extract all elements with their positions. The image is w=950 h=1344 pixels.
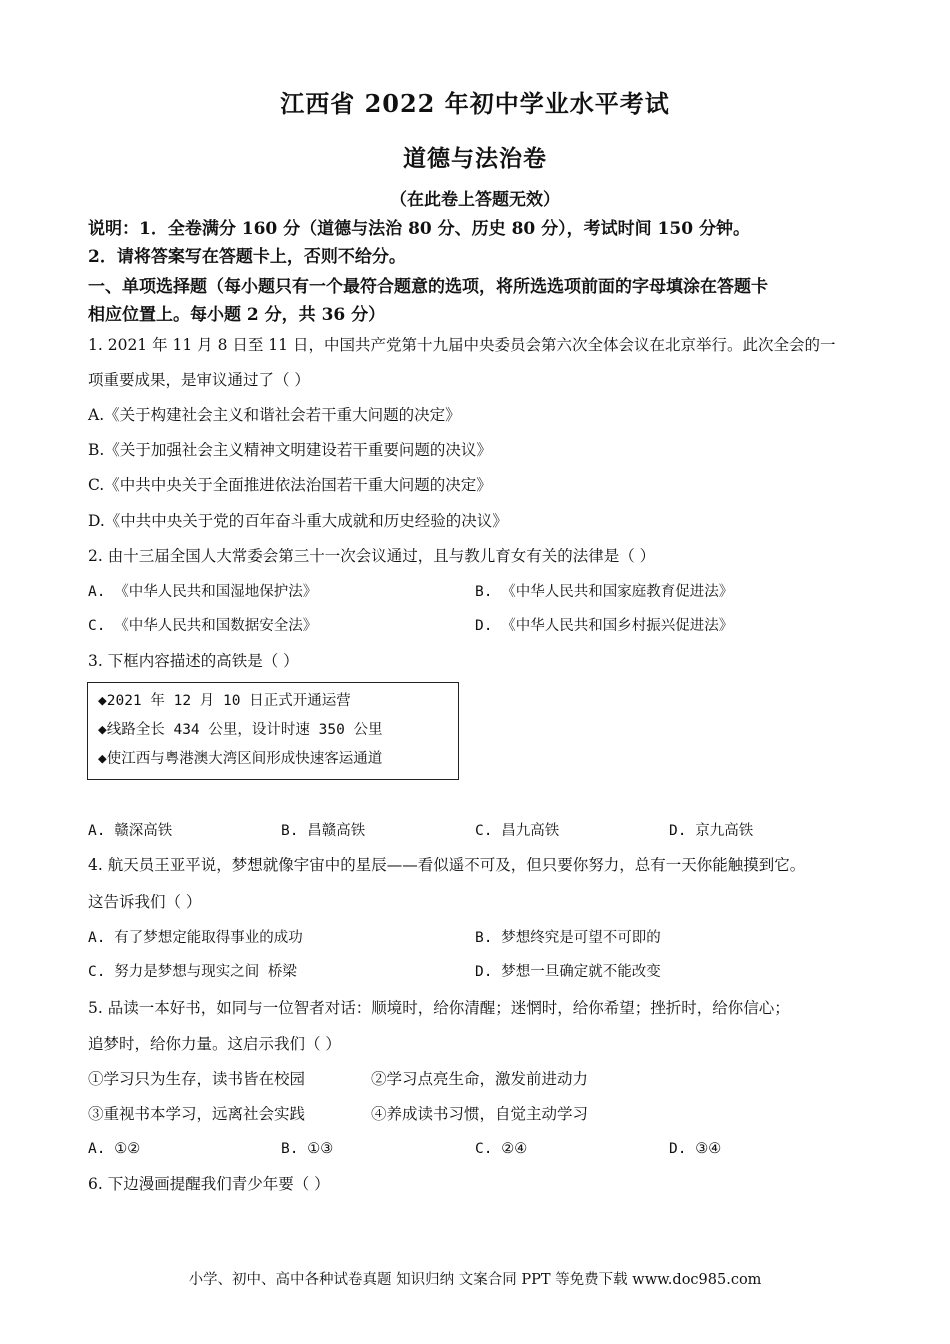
q5-statement-1: ①学习只为生存，读书皆在校园 bbox=[88, 1070, 306, 1088]
q2-stem: 2. 由十三届全国人大常委会第三十一次会议通过，且与教儿育女有关的法律是（ ） bbox=[88, 547, 656, 565]
q3-option-b: B. 昌赣高铁 bbox=[281, 823, 366, 839]
q5-option-a: A. ①② bbox=[88, 1141, 141, 1157]
q5-statement-4: ④养成读书习惯，自觉主动学习 bbox=[371, 1105, 589, 1123]
q1-option-b: B.《关于加强社会主义精神文明建设若干重要问题的决议》 bbox=[88, 441, 492, 459]
section-heading-line-1: 一、单项选择题（每小题只有一个最符合题意的选项，将所选选项前面的字母填涂在答题卡 bbox=[88, 277, 768, 297]
q2-option-b: B. 《中华人民共和国家庭教育促进法》 bbox=[475, 584, 734, 600]
exam-subtitle: 道德与法治卷 bbox=[403, 145, 547, 172]
q5-option-d: D. ③④ bbox=[669, 1141, 722, 1157]
q3-box-line-2: ◆线路全长 434 公里，设计时速 350 公里 bbox=[98, 722, 383, 738]
q1-stem-line-1: 1. 2021 年 11 月 8 日至 11 日，中国共产党第十九届中央委员会第六次全体会议在北京举行。此次全会的一 bbox=[88, 336, 836, 354]
q3-info-box bbox=[87, 682, 459, 780]
instruction-line-1: 说明：1．全卷满分 160 分（道德与法治 80 分、历史 80 分），考试时间 150 分钟。 bbox=[88, 219, 750, 239]
q1-option-c: C.《中共中央关于全面推进依法治国若干重大问题的决定》 bbox=[88, 476, 492, 494]
exam-title: 江西省 2022 年初中学业水平考试 bbox=[280, 89, 670, 118]
q3-option-a: A. 赣深高铁 bbox=[88, 823, 173, 839]
q3-box-line-1: ◆2021 年 12 月 10 日正式开通运营 bbox=[98, 693, 351, 709]
q5-statement-3: ③重视书本学习，远离社会实践 bbox=[88, 1105, 306, 1123]
q1-option-a: A.《关于构建社会主义和谐社会若干重大问题的决定》 bbox=[88, 406, 461, 424]
q3-stem: 3. 下框内容描述的高铁是（ ） bbox=[88, 652, 299, 670]
q4-stem-line-2: 这告诉我们（ ） bbox=[88, 893, 202, 911]
q1-stem-line-2: 项重要成果，是审议通过了（ ） bbox=[88, 371, 310, 389]
q5-statement-2: ②学习点亮生命，激发前进动力 bbox=[371, 1070, 589, 1088]
q3-option-d: D. 京九高铁 bbox=[669, 823, 754, 839]
q6-stem: 6. 下边漫画提醒我们青少年要（ ） bbox=[88, 1175, 330, 1193]
q5-option-c: C. ②④ bbox=[475, 1141, 528, 1157]
q3-box-line-3: ◆使江西与粤港澳大湾区间形成快速客运通道 bbox=[98, 751, 383, 767]
q5-stem-line-1: 5. 品读一本好书，如同与一位智者对话：顺境时，给你清醒；迷惘时，给你希望；挫折时，给你信心； bbox=[88, 999, 790, 1017]
q4-stem-line-1: 4. 航天员王亚平说，梦想就像宇宙中的星辰——看似遥不可及，但只要你努力，总有一天你能触摸到它。 bbox=[88, 856, 806, 874]
q4-option-c: C. 努力是梦想与现实之间 桥梁 bbox=[88, 964, 297, 980]
q4-option-b: B. 梦想终究是可望不可即的 bbox=[475, 930, 661, 946]
q2-option-d: D. 《中华人民共和国乡村振兴促进法》 bbox=[475, 618, 734, 634]
q3-option-c: C. 昌九高铁 bbox=[475, 823, 560, 839]
q2-option-a: A. 《中华人民共和国湿地保护法》 bbox=[88, 584, 318, 600]
q5-stem-line-2: 追梦时，给你力量。这启示我们（ ） bbox=[88, 1035, 341, 1053]
q4-option-a: A. 有了梦想定能取得事业的成功 bbox=[88, 930, 303, 946]
q2-option-c: C. 《中华人民共和国数据安全法》 bbox=[88, 618, 318, 634]
q5-option-b: B. ①③ bbox=[281, 1141, 334, 1157]
section-heading-line-2: 相应位置上。每小题 2 分，共 36 分） bbox=[88, 305, 386, 325]
instruction-line-2: 2．请将答案写在答题卡上，否则不给分。 bbox=[88, 247, 406, 267]
q4-option-d: D. 梦想一旦确定就不能改变 bbox=[475, 964, 661, 980]
exam-note: （在此卷上答题无效） bbox=[390, 190, 560, 210]
page-footer: 小学、初中、高中各种试卷真题 知识归纳 文案合同 PPT 等免费下载 www.doc985.com bbox=[188, 1272, 762, 1288]
q1-option-d: D.《中共中央关于党的百年奋斗重大成就和历史经验的决议》 bbox=[88, 512, 508, 530]
